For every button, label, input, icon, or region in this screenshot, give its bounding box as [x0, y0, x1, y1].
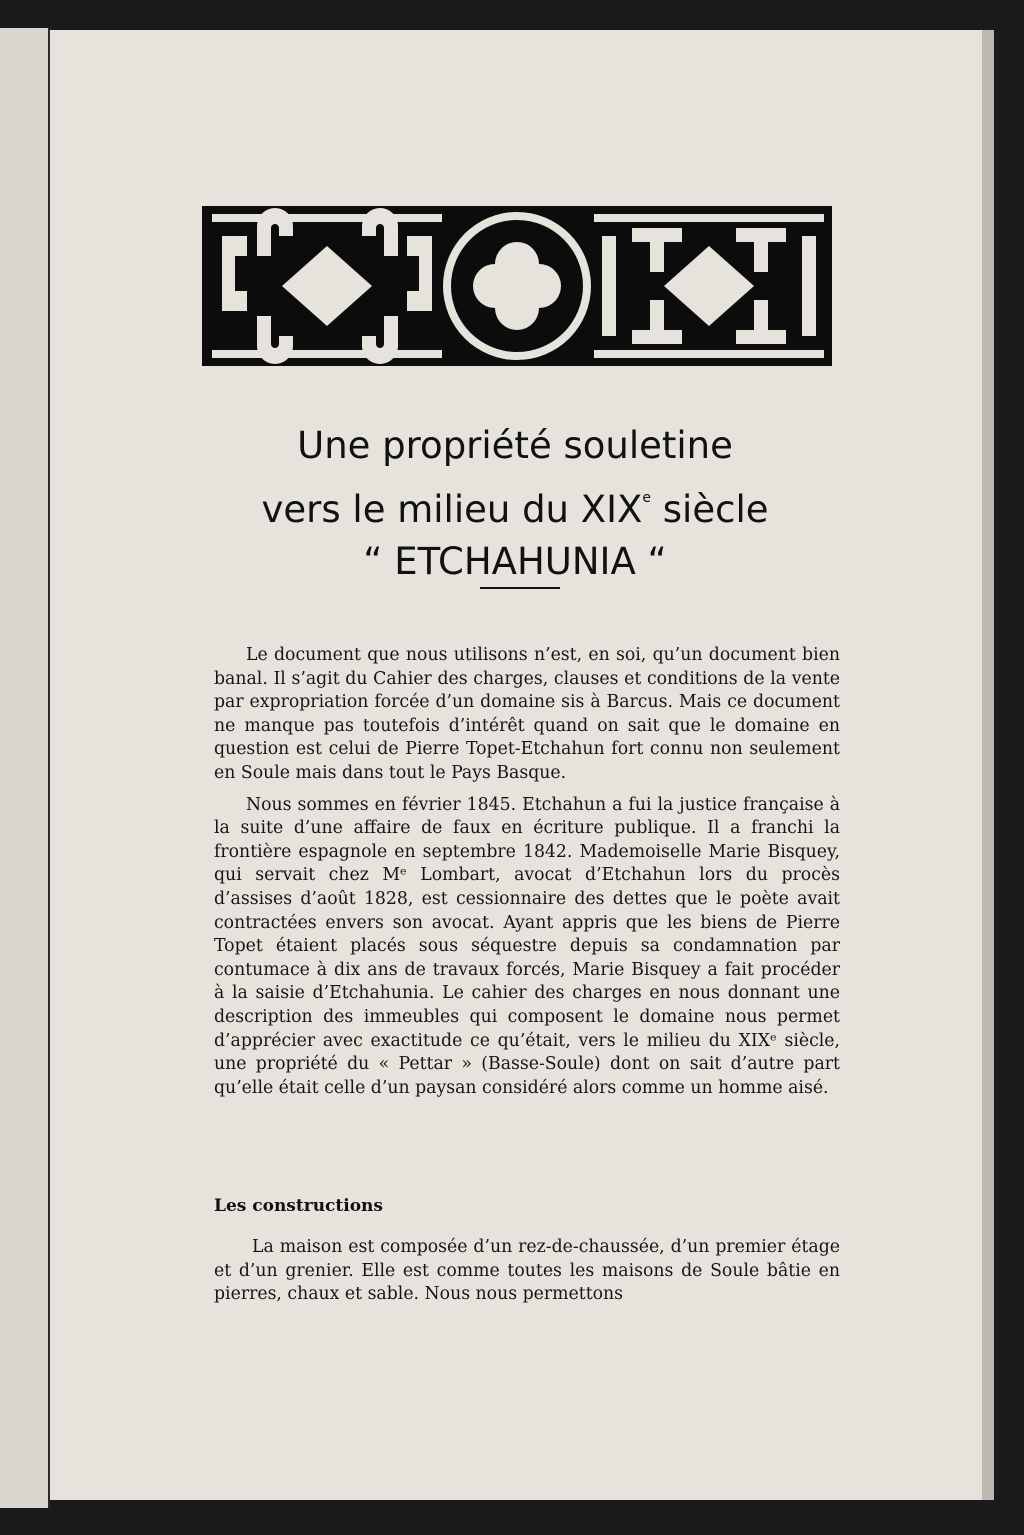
article-body	[214, 644, 840, 1108]
title-line-2-suffix: siècle	[651, 488, 769, 531]
title-line-2	[150, 472, 880, 536]
section-paragraph: La maison est composée d’un rez-de-chaussée, d’un premier étage et d’un grenier. Elle est comme toutes les maisons de Soule bâtie en pierres, chaux et sable. Nous nous permettons	[214, 1237, 840, 1305]
paragraph-1: Le document que nous utilisons n’est, en soi, qu’un document bien banal. Il s’agit du Cahier des charges, clauses et conditions de la vente par expropriation forcée d’un domaine sis à Barcus. Mais ce document ne manque pas toutefois d’intérêt quand on sait que le domaine en question est celui de Pierre Topet-Etchahun fort connu non seulement en Soule mais dans tout le Pays Basque.	[214, 645, 840, 783]
section-body	[214, 1236, 840, 1307]
facing-page-edge	[0, 28, 50, 1508]
article-title	[150, 420, 880, 588]
page-edge-shadow	[982, 30, 994, 1500]
title-superscript: e	[642, 490, 652, 506]
title-line-2-text: vers le milieu du XIX	[261, 488, 643, 531]
title-line-1: Une propriété souletine	[297, 424, 733, 467]
title-line-3: “ ETCHAHUNIA “	[363, 540, 667, 583]
paragraph-2: Nous sommes en février 1845. Etchahun a fui la justice française à la suite d’une affaire de faux en écriture publique. Il a franchi la frontière espagnole en septembre 1842. Mademoiselle Marie Bisquey, qui servait chez Mᵉ Lombart, avocat d’Etchahun lors du procès d’assises d’août 1828, est cessionnaire des dettes que le poète avait contractées envers son avocat. Ayant appris que les biens de Pierre Topet étaient placés sous séquestre depuis sa condamnation par contumace à dix ans de travaux forcés, Marie Bisquey a fait procéder à la saisie d’Etchahunia. Le cahier des charges en nous donnant une description des immeubles qui composent le domaine nous permet d’apprécier avec exactitude ce qu’était, vers le milieu du XIXᵉ siècle, une propriété du « Pettar » (Basse-Soule) dont on sait d’autre part qu’elle était celle d’un paysan considéré alors comme un homme aisé.	[214, 794, 840, 1098]
basque-ornament-banner-icon	[202, 206, 832, 366]
title-divider	[480, 587, 560, 589]
section-heading: Les constructions	[214, 1196, 383, 1216]
